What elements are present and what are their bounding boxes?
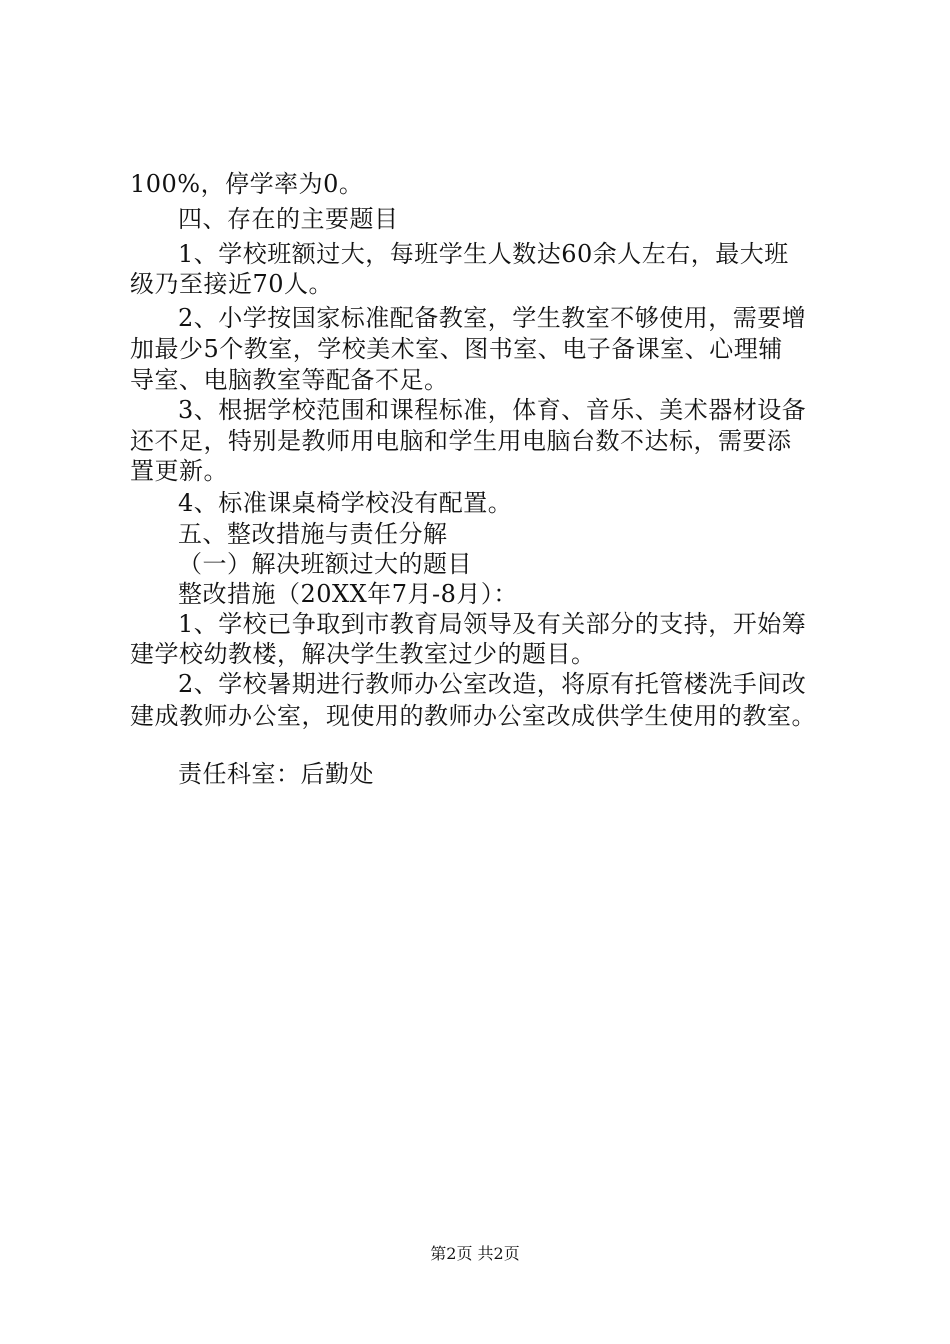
- section-heading-measures: 五、整改措施与责任分解: [178, 520, 448, 548]
- body-text-line: 加最少5个教室，学校美术室、图书室、电子备课室、心理辅: [130, 335, 783, 363]
- body-text-line: 4、标准课桌椅学校没有配置。: [178, 489, 513, 517]
- body-text-line: 整改措施（20XX年7月-8月）：: [178, 580, 518, 608]
- body-text-line: 还不足，特别是教师用电脑和学生用电脑台数不达标，需要添: [130, 427, 792, 455]
- page-footer: 第2页 共2页: [430, 1244, 520, 1263]
- subsection-heading: （一）解决班额过大的题目: [178, 550, 472, 578]
- body-text-line: 3、根据学校范围和课程标准，体育、音乐、美术器材设备: [178, 396, 807, 424]
- body-text-line: 100%，停学率为0。: [130, 170, 364, 198]
- body-text-line: 1、学校已争取到市教育局领导及有关部分的支持，开始筹: [178, 610, 807, 638]
- body-text-line: 级乃至接近70人。: [130, 270, 334, 298]
- body-text-line: 导室、电脑教室等配备不足。: [130, 366, 449, 394]
- body-text-line: 1、学校班额过大，每班学生人数达60余人左右，最大班: [178, 240, 789, 268]
- section-heading-problems: 四、存在的主要题目: [178, 205, 399, 233]
- body-text-line: 2、学校暑期进行教师办公室改造，将原有托管楼洗手间改: [178, 670, 807, 698]
- responsible-office-line: 责任科室：后勤处: [178, 760, 374, 788]
- body-text-line: 2、小学按国家标准配备教室，学生教室不够使用，需要增: [178, 304, 807, 332]
- body-text-line: 置更新。: [130, 457, 228, 485]
- body-text-line: 建学校幼教楼，解决学生教室过少的题目。: [130, 640, 596, 668]
- body-text-line: 建成教师办公室，现使用的教师办公室改成供学生使用的教室。: [130, 702, 816, 730]
